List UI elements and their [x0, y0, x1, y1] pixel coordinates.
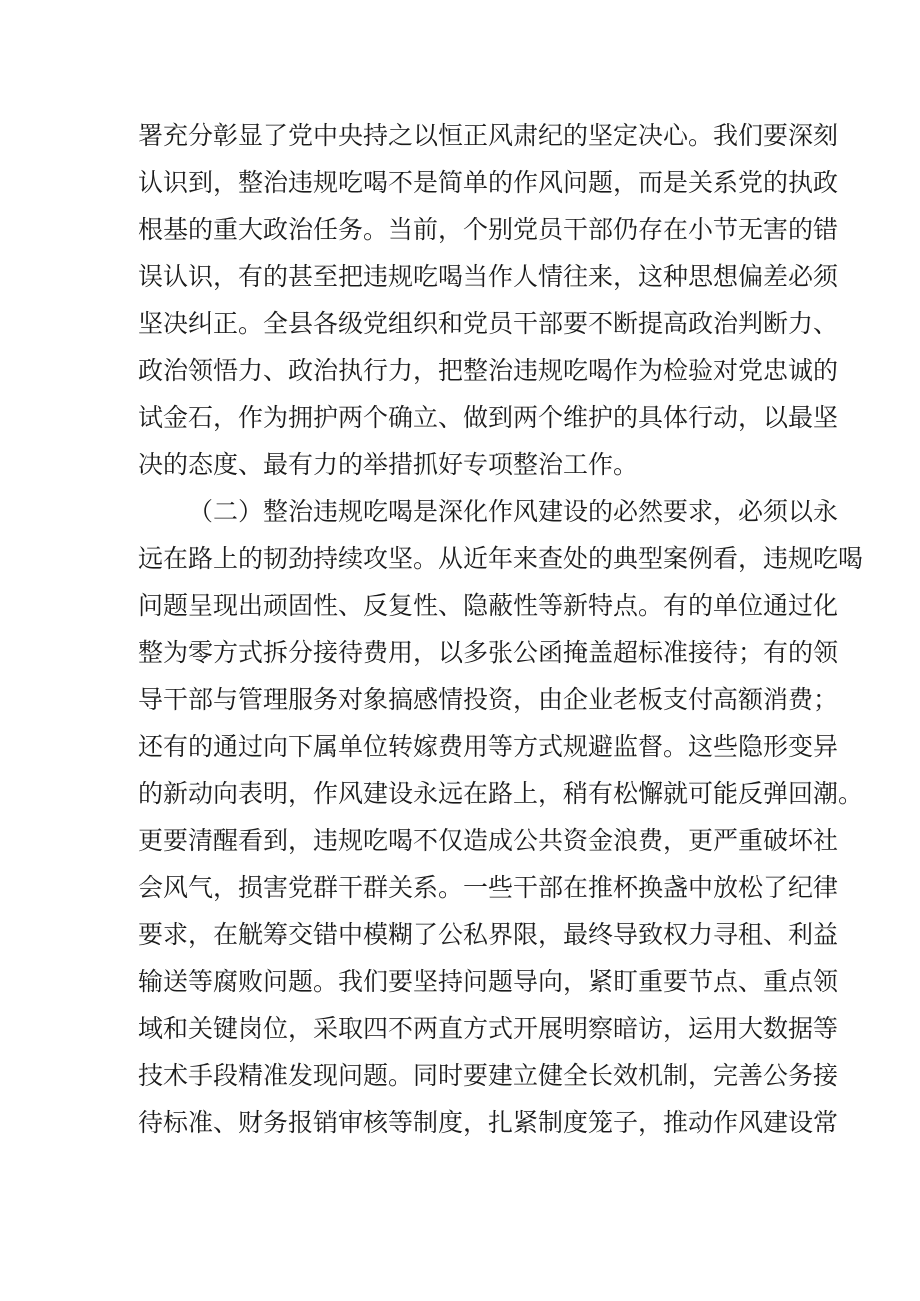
text-line-22: 待标准、财务报销审核等制度，扎紧制度笼子，推动作风建设常 [138, 1108, 839, 1137]
text-line-2: 认识到，整治违规吃喝不是简单的作风问题，而是关系党的执政 [138, 168, 839, 197]
text-line-18: 要求，在觥筹交错中模糊了公私界限，最终导致权力寻租、利益 [138, 920, 839, 949]
text-line-21: 技术手段精准发现问题。同时要建立健全长效机制，完善公务接 [138, 1061, 839, 1090]
text-line-4: 误认识，有的甚至把违规吃喝当作人情往来，这种思想偏差必须 [138, 262, 839, 291]
text-line-10: 远在路上的韧劲持续攻坚。从近年来查处的典型案例看，违规吃喝 [138, 544, 864, 573]
text-line-3: 根基的重大政治任务。当前，个别党员干部仍存在小节无害的错 [138, 215, 839, 244]
text-line-14: 还有的通过向下属单位转嫁费用等方式规避监督。这些隐形变异 [138, 732, 839, 761]
text-line-16: 更要清醒看到，违规吃喝不仅造成公共资金浪费，更严重破坏社 [138, 826, 839, 855]
text-line-17: 会风气，损害党群干群关系。一些干部在推杯换盏中放松了纪律 [138, 873, 839, 902]
text-line-7: 试金石，作为拥护两个确立、做到两个维护的具体行动，以最坚 [138, 403, 839, 432]
text-line-6: 政治领悟力、政治执行力，把整治违规吃喝作为检验对党忠诚的 [138, 356, 839, 385]
text-line-15: 的新动向表明，作风建设永远在路上，稍有松懈就可能反弹回潮。 [138, 779, 864, 808]
text-line-1: 署充分彰显了党中央持之以恒正风肃纪的坚定决心。我们要深刻 [138, 121, 839, 150]
text-line-12: 整为零方式拆分接待费用，以多张公函掩盖超标准接待；有的领 [138, 638, 839, 667]
section-heading-line: （二）整治违规吃喝是深化作风建设的必然要求，必须以永 [188, 497, 839, 526]
text-line-11: 问题呈现出顽固性、反复性、隐蔽性等新特点。有的单位通过化 [138, 591, 839, 620]
text-line-5: 坚决纠正。全县各级党组织和党员干部要不断提高政治判断力、 [138, 309, 839, 338]
body-text [138, 112, 864, 1146]
text-line-8: 决的态度、最有力的举措抓好专项整治工作。 [138, 450, 639, 479]
text-line-19: 输送等腐败问题。我们要坚持问题导向，紧盯重要节点、重点领 [138, 967, 839, 996]
text-line-20: 域和关键岗位，采取四不两直方式开展明察暗访，运用大数据等 [138, 1014, 839, 1043]
text-line-13: 导干部与管理服务对象搞感情投资，由企业老板支付高额消费； [138, 685, 839, 714]
